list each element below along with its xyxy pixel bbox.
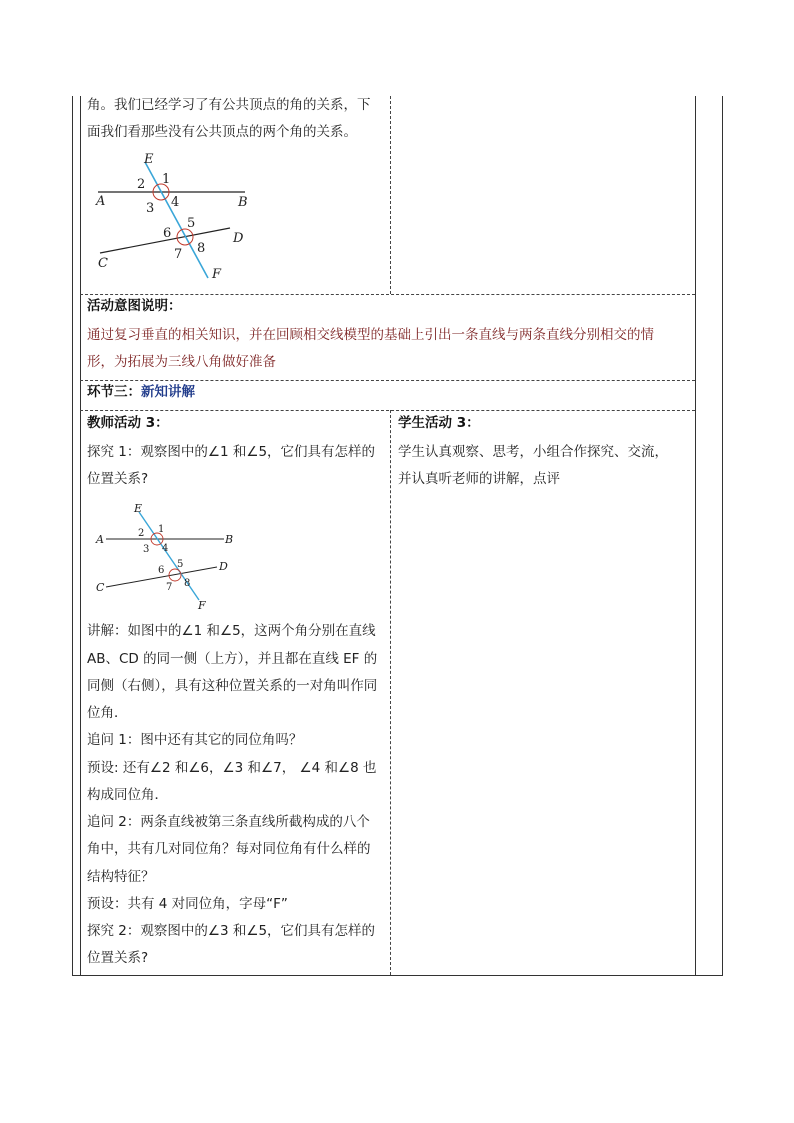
label-e-small: E [134,502,143,515]
label-a-small: A [96,533,104,546]
table-left-border [72,96,73,976]
teacher-heading: 教师活动 3： [87,415,169,431]
section-name: 新知讲解 [141,384,195,400]
label-f: F [212,267,222,282]
top-text-line2: 面我们看那些没有公共顶点的两个角的关系。 [87,124,357,140]
teacher-line-6: 位角． [87,705,128,721]
label-f-small: F [198,599,206,612]
teacher-line-9: 构成同位角． [87,787,168,803]
teacher-line-15: 位置关系? [87,950,149,966]
table-right-border [722,96,723,976]
row-separator-3 [80,410,695,411]
angle-label-3-small: 3 [143,544,150,555]
teacher-line-2: 位置关系? [87,471,149,487]
table-inner-right-border [695,96,696,976]
angle-label-6: 6 [163,226,172,241]
intent-line2: 形，为拓展为三线八角做好准备 [87,354,276,370]
intent-heading: 活动意图说明： [87,298,182,314]
label-d-small: D [219,560,228,573]
label-e: E [144,152,154,167]
label-a: A [96,194,106,209]
teacher-line-5: 同侧（右侧），具有这种位置关系的一对角叫作同 [87,678,378,694]
teacher-line-1: 探究 1：观察图中的∠1 和∠5，它们具有怎样的 [87,444,376,460]
teacher-line-8: 预设: 还有∠2 和∠6，∠3 和∠7， ∠4 和∠8 也 [87,760,377,776]
angle-label-1-small: 1 [158,524,165,535]
angle-label-5-small: 5 [177,559,184,570]
teacher-line-14: 探究 2：观察图中的∠3 和∠5，它们具有怎样的 [87,923,376,939]
teacher-line-12: 结构特征？ [87,869,155,885]
section-prefix: 环节三： [87,384,141,400]
angle-label-8-small: 8 [184,578,191,589]
angle-label-4-small: 4 [162,543,169,554]
section-title [87,379,195,406]
student-line-1: 学生认真观察、思考，小组合作探究、交流， [398,444,668,460]
label-d: D [233,231,244,246]
student-line-2: 并认真听老师的讲解，点评 [398,471,560,487]
angle-label-3: 3 [146,201,155,216]
angle-label-2: 2 [137,177,146,192]
angle-label-7-small: 7 [166,582,173,593]
column-divider-bottom [390,410,391,975]
transversal-diagram-large [90,148,265,283]
angle-label-8: 8 [197,241,206,256]
angle-label-6-small: 6 [158,565,165,576]
transversal-diagram-small [92,500,242,615]
label-c: C [98,256,108,271]
label-b-small: B [225,533,234,546]
label-c-small: C [96,581,105,594]
teacher-line-11: 角中，共有几对同位角？每对同位角有什么样的 [87,841,371,857]
angle-label-2-small: 2 [138,528,145,539]
teacher-line-7: 追问 1：图中还有其它的同位角吗？ [87,732,303,748]
angle-label-7: 7 [174,247,183,262]
teacher-line-3: 讲解：如图中的∠1 和∠5，这两个角分别在直线 [87,623,376,639]
table-bottom-border [72,975,723,976]
angle-label-1: 1 [162,172,171,187]
angle-label-4: 4 [171,195,180,210]
angle-label-5: 5 [187,216,196,231]
teacher-line-13: 预设：共有 4 对同位角，字母“F” [87,896,288,912]
label-b: B [238,195,248,210]
table-inner-left-border [80,96,81,976]
teacher-line-4: AB、CD 的同一侧（上方），并且都在直线 EF 的 [87,651,378,667]
intent-line1: 通过复习垂直的相关知识，并在回顾相交线模型的基础上引出一条直线与两条直线分别相交的情 [87,327,654,343]
teacher-line-10: 追问 2：两条直线被第三条直线所截构成的八个 [87,814,370,830]
column-divider-top [390,96,391,294]
student-heading: 学生活动 3： [398,415,480,431]
top-text-line1: 角。我们已经学习了有公共顶点的角的关系，下 [87,97,371,113]
